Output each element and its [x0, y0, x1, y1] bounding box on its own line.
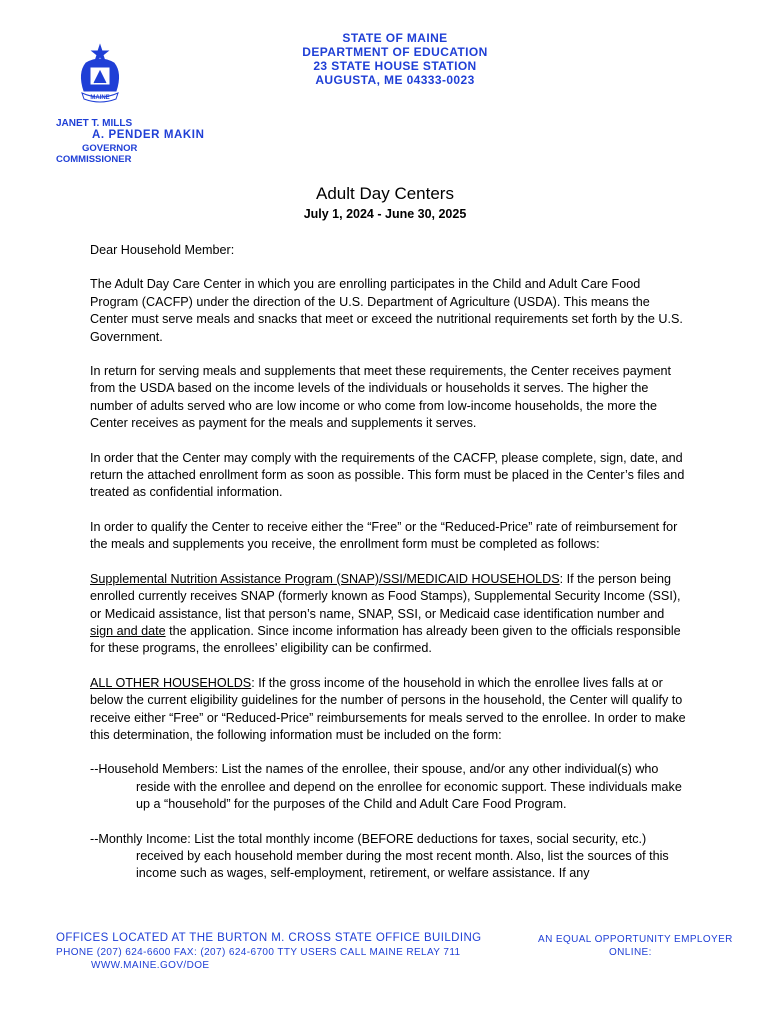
letterhead-department: DEPARTMENT OF EDUCATION — [302, 45, 488, 59]
governor-name: JANET T. MILLS — [56, 118, 133, 129]
commissioner-title: COMMISSIONER — [56, 154, 132, 165]
commissioner-name: A. PENDER MAKIN — [92, 129, 205, 141]
snap-heading: Supplemental Nutrition Assistance Program (SNAP)/SSI/MEDICAID HOUSEHOLDS — [90, 571, 560, 586]
letterhead — [250, 31, 540, 87]
paragraph-household-members: --Household Members: List the names of the enrollee, their spouse, and/or any other individual(s) who reside with the enrollee and depend on the enrollee for economic support. These individuals make up a “household” for the purposes of the Child and Adult Care Food Program. — [90, 762, 682, 812]
paragraph-qualify: In order to qualify the Center to receive either the “Free” or the “Reduced-Price” rate of reimbursement for the meals and supplements you receive, the enrollment form must be completed as follows: — [90, 519, 678, 552]
program-year: July 1, 2024 - June 30, 2025 — [303, 207, 467, 221]
sign-and-date: sign and date — [90, 623, 166, 638]
footer-online: ONLINE: — [609, 947, 652, 958]
footer-offices: OFFICES LOCATED AT THE BURTON M. CROSS STATE OFFICE BUILDING — [56, 932, 482, 944]
footer-employer: AN EQUAL OPPORTUNITY EMPLOYER — [538, 934, 733, 945]
letterhead-station: 23 STATE HOUSE STATION — [313, 59, 477, 73]
footer-phone: PHONE (207) 624-6600 FAX: (207) 624-6700 TTY USERS CALL MAINE RELAY 711 — [56, 947, 461, 958]
paragraph-cacfp: The Adult Day Care Center in which you are enrolling participates in the Child and Adult Care Food Program (CACFP) under the direction of the U.S. Department of Agriculture (USDA). This means the Center must serve meals and snacks that meet or exceed the nutritional requirements set forth by the U.S. Government. — [90, 277, 683, 344]
salutation: Dear Household Member: — [90, 243, 235, 257]
paragraph-payment: In return for serving meals and supplements that meet these requirements, the Center receives payment from the USDA based on the income levels of the individuals or households it serves. The higher the number of adults served who are low income or who come from low-income households, the more the Center receives as payment for the meals and supplements it serves. — [90, 364, 672, 431]
letterhead-city: AUGUSTA, ME 04333-0023 — [315, 73, 475, 87]
document-title: Adult Day Centers — [316, 184, 454, 203]
other-households-heading: ALL OTHER HOUSEHOLDS — [90, 675, 252, 690]
paragraph-comply: In order that the Center may comply with the requirements of the CACFP, please complete, sign, date, and return the attached enrollment form as soon as possible. This form must be placed in the Center’s files and treated as confidential information. — [90, 450, 685, 500]
governor-title: GOVERNOR — [82, 143, 138, 154]
snap-text-a: : If the person being enrolled currently receives SNAP (formerly known as Food Stamps), Supplemental Security Income (SSI), or Medicaid assistance, list that person’s name, SNAP, SSI, or Medicaid case identification number and — [90, 571, 681, 621]
letterhead-state: STATE OF MAINE — [342, 31, 448, 45]
paragraph-monthly-income: --Monthly Income: List the total monthly income (BEFORE deductions for taxes, social security, etc.) received by each household member during the most recent month. Also, list the sources of this income such as wages, self-employment, retirement, or welfare assistance. If any — [90, 831, 669, 881]
maine-state-seal — [74, 43, 126, 105]
other-households-text: : If the gross income of the household in which the enrollee lives falls at or below the current eligibility guidelines for the number of persons in the household, the Center will qualify to receive either “Free” or “Reduced-Price” reimbursements for meals served to the enrollee. In order to make this determination, the following information must be included on the form: — [90, 675, 686, 742]
snap-text-b: the application. Since income information has already been given to the officials responsible for these programs, the enrollees’ eligibility can be confirmed. — [90, 623, 681, 656]
paragraph-other-households — [90, 675, 690, 745]
letter-body — [90, 242, 690, 900]
paragraph-snap — [90, 571, 690, 658]
footer-website[interactable]: WWW.MAINE.GOV/DOE — [91, 960, 210, 971]
seal-ribbon-text: MAINE — [90, 95, 110, 101]
